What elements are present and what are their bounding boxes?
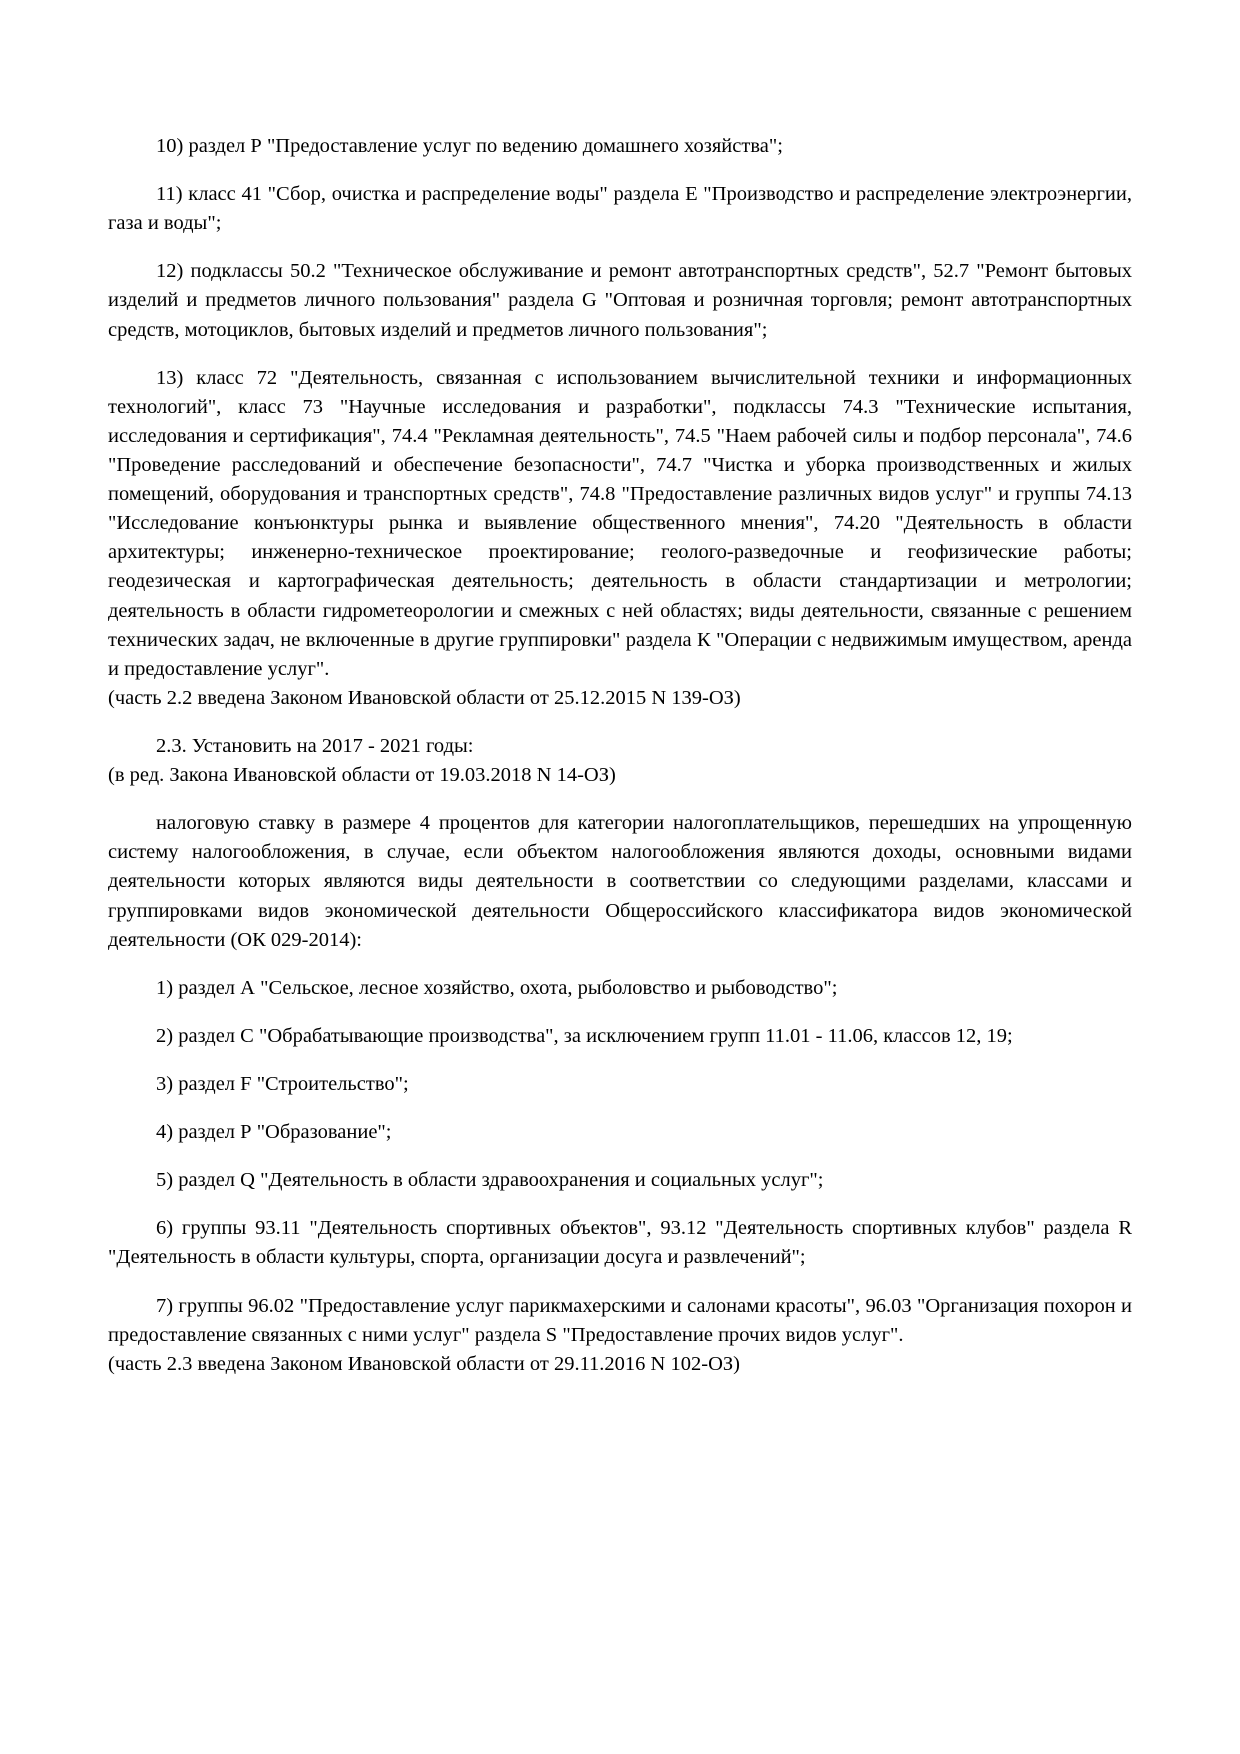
paragraph-item-5: 5) раздел Q "Деятельность в области здравоохранения и социальных услуг"; [156,1169,824,1192]
paragraph-note-part-2-3: (часть 2.3 введена Законом Ивановской области от 29.11.2016 N 102-ОЗ) [108,1352,740,1375]
paragraph-item-4: 4) раздел Р "Образование"; [156,1121,392,1144]
paragraph-item-13: 13) класс 72 "Деятельность, связанная с использованием вычислительной техники и информационных технологий", класс 73 "Научные исследования и разработки", подклассы 74.3 "Технические испытания, исследования и сертификация", 74.4 "Рекламная деятельность", 74.5 "Наем рабочей силы и подбор персонала", 74.6 "Проведение расследований и обеспечение безопасности", 74.7 "Чистка и уборка производственных и жилых помещений, оборудования и транспортных средств", 74.8 "Предоставление различных видов услуг" и группы 74.13 "Исследование конъюнктуры рынка и выявление общественного мнения", 74.20 "Деятельность в области архитектуры; инженерно-техническое проектирование; геолого-разведочные и геофизические работы; геодезическая и картографическая деятельность; деятельность в области стандартизации и метрологии; деятельность в области гидрометеорологии и смежных с ней областях; виды деятельности, связанные с решением технических задач, не включенные в другие группировки" раздела К "Операции с недвижимым имуществом, аренда и предоставление услуг". [108,366,1132,680]
paragraph-item-10: 10) раздел Р "Предоставление услуг по ведению домашнего хозяйства"; [156,135,783,157]
paragraph-item-12: 12) подклассы 50.2 "Техническое обслуживание и ремонт автотранспортных средств", 52.7 "Ремонт бытовых изделий и предметов личного пользования" раздела G "Оптовая и розничная торговля; ремонт автотранспортных средств, мотоциклов, бытовых изделий и предметов личного пользования"; [108,260,1132,341]
paragraph-item-11: 11) класс 41 "Сбор, очистка и распределение воды" раздела Е "Производство и распределение электроэнергии, газа и воды"; [108,183,1132,235]
paragraph-item-1: 1) раздел А "Сельское, лесное хозяйство, охота, рыболовство и рыбоводство"; [156,976,838,999]
paragraph-item-7: 7) группы 96.02 "Предоставление услуг парикмахерскими и салонами красоты", 96.03 "Организация похорон и предоставление связанных с ними услуг" раздела S "Предоставление прочих видов услуг". [108,1294,1132,1346]
paragraph-rate: налоговую ставку в размере 4 процентов для категории налогоплательщиков, перешедших на упрощенную систему налогообложения, в случае, если объектом налогообложения являются доходы, основными видами деятельности которых являются виды деятельности в соответствии со следующими разделами, классами и группировками видов экономической деятельности Общероссийского классификатора видов экономической деятельности (ОК 029-2014): [108,812,1132,951]
paragraph-item-2-3: 2.3. Установить на 2017 - 2021 годы: [156,734,474,757]
paragraph-item-2: 2) раздел С "Обрабатывающие производства", за исключением групп 11.01 - 11.06, классов 12, 19; [156,1024,1013,1047]
paragraph-note-red-14-oz: (в ред. Закона Ивановской области от 19.03.2018 N 14-ОЗ) [108,764,616,787]
paragraph-note-part-2-2: (часть 2.2 введена Законом Ивановской области от 25.12.2015 N 139-ОЗ) [108,686,741,709]
paragraph-item-3: 3) раздел F "Строительство"; [156,1072,409,1095]
paragraph-item-6: 6) группы 93.11 "Деятельность спортивных объектов", 93.12 "Деятельность спортивных клубов" раздела R "Деятельность в области культуры, спорта, организации досуга и развлечений"; [108,1217,1132,1269]
document-body [108,132,1132,1379]
